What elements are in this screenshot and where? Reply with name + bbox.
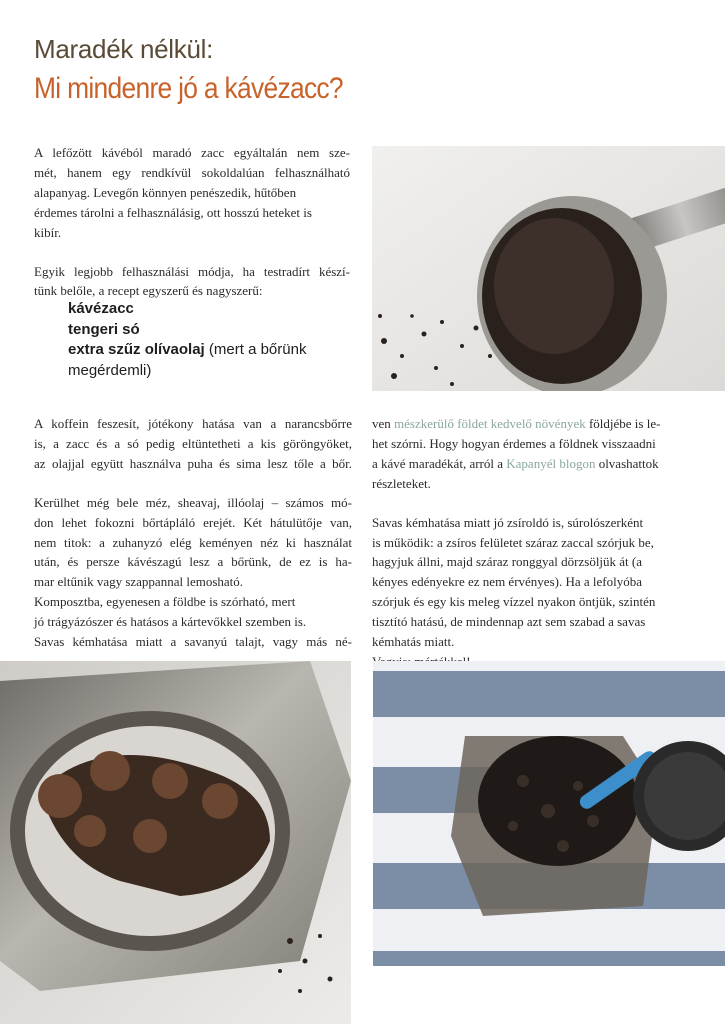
recipe-item xyxy=(0,340,358,361)
page-subtitle: Mi mindenre jó a kávézacc? xyxy=(34,72,343,105)
right-column-text xyxy=(372,414,692,672)
recipe-item-bold: extra szűz olívaolaj xyxy=(68,341,205,358)
intro-paragraph-1 xyxy=(34,143,350,243)
text-line: Savas kémhatása miatt jó zsíroldó is, súrolószerként xyxy=(372,514,644,530)
text-line xyxy=(372,414,692,434)
intro-text xyxy=(34,143,350,301)
text-line: het szórni. Hogy hogyan érdemes a földnek visszaadni xyxy=(372,435,656,451)
recipe-list xyxy=(68,299,358,381)
text-line: az olajjal együtt használva puha és sima lesz tőle a bőr. xyxy=(34,455,352,471)
recipe-item-note: (mert a bőrünk xyxy=(204,341,307,358)
text-fragment: földjébe is le- xyxy=(585,416,661,431)
recipe-item-continued: megérdemli) xyxy=(68,361,152,379)
coffee-scoop-photo xyxy=(372,146,725,391)
text-line: Komposztba, egyenesen a földbe is szórható, mert xyxy=(34,594,296,610)
text-line: Egyik legjobb felhasználási módja, ha testradírt készí- xyxy=(34,263,350,279)
text-line: is működik: a zsíros felületet száraz zaccal szórjuk be, xyxy=(372,534,654,550)
text-fragment: a kávé maradékát, arról a xyxy=(372,455,507,471)
text-line: szórjuk és egy kis meleg vízzel nyakon öntjük, szintén xyxy=(372,594,656,610)
left-column-text xyxy=(34,414,352,652)
glass-jar-photo xyxy=(373,661,725,966)
paragraph xyxy=(372,414,692,494)
text-line: Savas kémhatása miatt a savanyú talajt, vagy más né- xyxy=(34,634,352,650)
text-line: tisztító hatású, de mindennap azt sem szabad a savas xyxy=(372,614,646,630)
page-title: Maradék nélkül: xyxy=(34,34,214,64)
plants-link[interactable]: mészkerülő földet kedvelő növények xyxy=(394,416,586,431)
paragraph xyxy=(372,513,692,672)
text-line: alapanyag. Levegőn könnyen penészedik, hűtőben xyxy=(34,184,297,200)
text-line: Kerülhet még bele méz, sheavaj, illóolaj – számos mó- xyxy=(34,494,352,510)
text-line: után, és persze kávészagú lesz a bőrünk, de ez is ha- xyxy=(34,554,352,570)
text-line: jó trágyázószer és hatásos a kártevőkkel szemben is. xyxy=(34,614,307,630)
text-line: kibír. xyxy=(34,224,62,240)
recipe-item: kávézacc xyxy=(68,300,134,317)
text-line: érdemes tárolni a felhasználásig, ott hosszú heteket is xyxy=(34,204,312,220)
intro-paragraph-2 xyxy=(34,262,350,302)
text-line: tünk belőle, a recept egyszerű és nagyszerű: xyxy=(34,283,263,299)
paragraph xyxy=(34,493,352,652)
text-line: is, a zacc és a só pedig eltüntetheti a kis göröngyöket, xyxy=(34,435,352,451)
text-line: mar eltűnik vagy szappannal lemosható. xyxy=(34,574,244,590)
text-fragment: ven xyxy=(372,416,395,431)
recipe-item: tengeri só xyxy=(68,320,140,338)
text-fragment: olvashattok xyxy=(595,455,659,471)
text-line: kényes edényekre ez nem érvényes). Ha a lefolyóba xyxy=(372,574,642,590)
text-line: részleteket. xyxy=(372,475,431,491)
text-line: kémhatás miatt. xyxy=(372,634,455,650)
tin-can-photo xyxy=(0,661,351,1024)
kapanyel-blog-link[interactable]: Kapanyél blogon xyxy=(506,455,596,471)
text-line: A koffein feszesít, jótékony hatása van a narancsbőrre xyxy=(34,416,352,431)
text-line: nem titok: a zuhanyzó elég keményen néz ki használat xyxy=(34,534,352,550)
text-line: hagyjuk állni, majd száraz ronggyal dörzsöljük át (a xyxy=(372,554,643,570)
text-line: A lefőzött kávéból maradó zacc egyáltalán nem sze- xyxy=(34,145,350,160)
text-line xyxy=(372,454,692,474)
text-line: don lehet fokozni bőrtápláló erejét. Két hátulütője van, xyxy=(34,514,352,530)
text-line: mét, hanem egy rendkívül sokoldalúan felhasználható xyxy=(34,164,350,180)
paragraph xyxy=(34,414,352,474)
